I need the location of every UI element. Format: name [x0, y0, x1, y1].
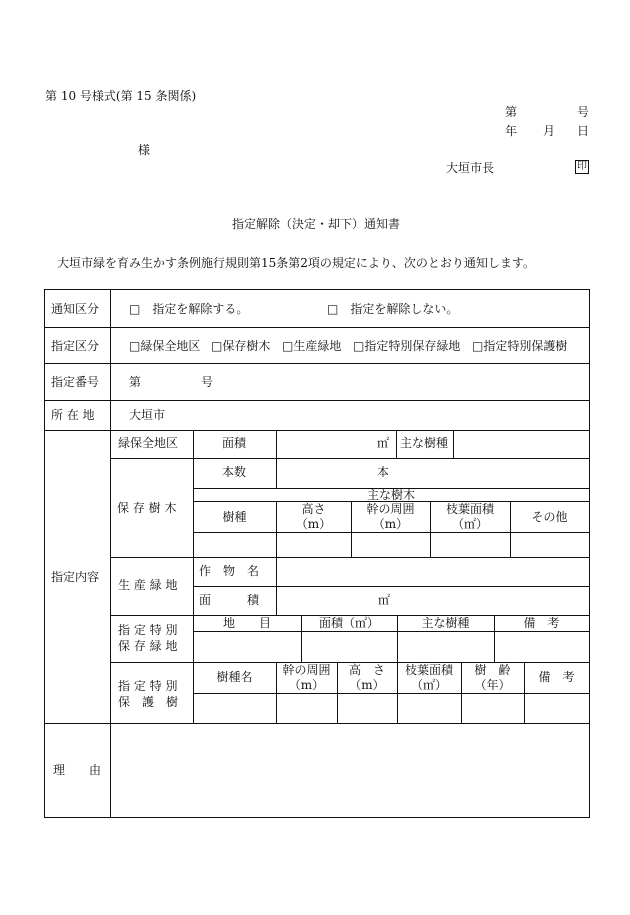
designation-type-label: 指定区分 [51, 339, 100, 353]
preserved-trees-height-unit: （m） [295, 517, 332, 531]
seal-stamp: 印 [577, 161, 587, 172]
green-conservation-area-label: 面積 [222, 436, 247, 450]
special-trees-girth-unit: （m） [288, 678, 325, 692]
preserved-trees-count-unit: 本 [377, 465, 390, 479]
special-trees-species-header: 樹種名 [216, 670, 253, 684]
special-green-species-header: 主な樹種 [421, 616, 470, 630]
doc-number-suffix: 号 [577, 105, 590, 119]
addressee-suffix: 様 [138, 143, 151, 157]
green-conservation-area-unit: ㎡ [377, 436, 390, 450]
preserved-trees-count-label: 本数 [222, 465, 247, 479]
notice-option-release[interactable]: □ 指定を解除する。 [129, 302, 249, 316]
special-trees-remarks-header: 備 考 [538, 670, 575, 684]
contents-label: 指定内容 [51, 570, 100, 584]
green-conservation-species-label: 主な樹種 [400, 436, 449, 450]
designation-option-special-green[interactable]: □指定特別保存緑地 [353, 339, 461, 353]
form-number: 第 10 号様式(第 15 条関係) [45, 89, 197, 103]
designation-number-prefix: 第 [129, 375, 142, 389]
special-trees-crown-header: 枝葉面積 [404, 663, 453, 677]
special-trees-crown-unit: （㎡） [410, 678, 447, 692]
special-green-label-line2: 保 存 緑 地 [118, 639, 178, 653]
date-year: 年 [505, 124, 518, 138]
production-green-area-unit: ㎡ [378, 593, 391, 607]
designation-number-label: 指定番号 [51, 375, 100, 389]
issuer-name: 大垣市長 [446, 161, 495, 175]
preserved-trees-girth-header: 幹の周囲 [366, 502, 415, 516]
preserved-trees-girth-unit: （m） [372, 517, 409, 531]
special-trees-label-line2: 保 護 樹 [118, 695, 179, 709]
production-green-label: 生 産 緑 地 [118, 578, 178, 592]
green-conservation-label: 緑保全地区 [118, 436, 179, 450]
designation-option-preserved-trees[interactable]: □保存樹木 [211, 339, 271, 353]
designation-number-suffix: 号 [201, 375, 214, 389]
date-day: 日 [577, 124, 590, 138]
special-trees-label-line1: 指 定 特 別 [118, 679, 178, 693]
doc-number-prefix: 第 [505, 105, 518, 119]
preserved-trees-height-header: 高さ [301, 502, 326, 516]
preserved-trees-label: 保 存 樹 木 [117, 501, 177, 515]
special-trees-girth-header: 幹の周囲 [282, 663, 331, 677]
preserved-trees-main-header: 主な樹木 [366, 488, 415, 502]
location-label: 所 在 地 [51, 408, 95, 422]
designation-option-production-green[interactable]: □生産緑地 [282, 339, 342, 353]
special-trees-height-unit: （m） [349, 678, 385, 692]
preserved-trees-crown-unit: （㎡） [451, 517, 488, 531]
designation-option-green-conservation[interactable]: □緑保全地区 [129, 339, 201, 353]
reason-label: 理 由 [53, 763, 102, 777]
notice-option-not-release[interactable]: □ 指定を解除しない。 [327, 302, 459, 316]
special-green-land-header: 地 目 [222, 616, 271, 630]
production-green-area-label: 面 積 [199, 593, 260, 607]
special-green-remarks-header: 備 考 [523, 616, 560, 630]
special-green-area-header: 面積（㎡） [318, 616, 379, 630]
special-green-label-line1: 指 定 特 別 [118, 623, 178, 637]
preserved-trees-crown-header: 枝葉面積 [445, 502, 494, 516]
intro-text: 大垣市緑を育み生かす条例施行規則第15条第2項の規定により、次のとおり通知します。 [57, 256, 535, 270]
preserved-trees-other-header: その他 [531, 510, 568, 524]
notice-form-table [44, 289, 590, 818]
special-trees-age-header: 樹 齢 [474, 663, 511, 677]
location-value: 大垣市 [129, 408, 166, 422]
preserved-trees-species-header: 樹種 [222, 510, 247, 524]
document-title: 指定解除（決定・却下）通知書 [232, 217, 401, 231]
date-month: 月 [543, 124, 556, 138]
special-trees-height-header: 高 さ [348, 663, 385, 677]
designation-option-special-trees[interactable]: □指定特別保護樹 [472, 339, 568, 353]
special-trees-age-unit: （年） [474, 678, 511, 692]
production-green-crop-label: 作 物 名 [199, 564, 260, 578]
notice-type-label: 通知区分 [51, 302, 100, 316]
